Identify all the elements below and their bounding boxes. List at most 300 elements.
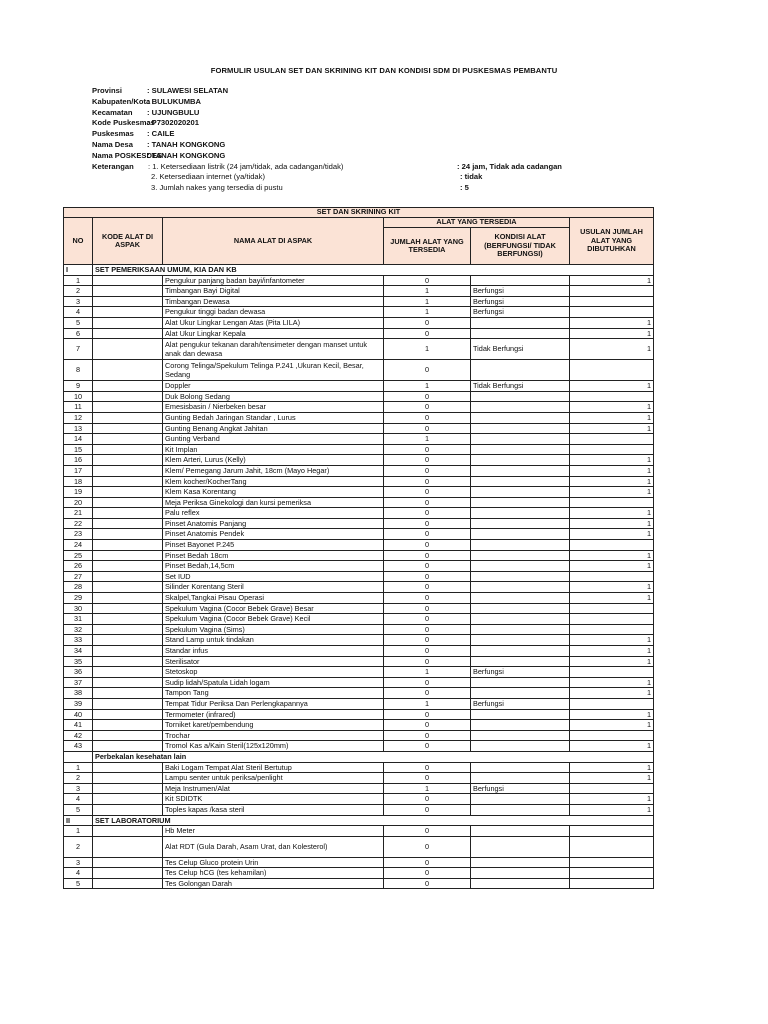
cell-kondisi: [471, 646, 570, 657]
cell-no: 31: [64, 614, 93, 625]
header-label: Nama Desa: [92, 139, 133, 149]
cell-kondisi: [471, 794, 570, 805]
cell-jumlah: 1: [384, 286, 471, 297]
table-row: [64, 465, 654, 476]
header-row: [92, 118, 732, 129]
cell-no: 38: [64, 688, 93, 699]
cell-kondisi: [471, 497, 570, 508]
cell-nama-alat: Alat Ukur Lingkar Kepala: [163, 328, 384, 339]
table-row: [64, 339, 654, 360]
cell-usulan: [570, 296, 654, 307]
cell-nama-alat: Gunting Bedah Jaringan Standar , Lurus: [163, 412, 384, 423]
cell-kode: [93, 508, 163, 519]
cell-jumlah: 0: [384, 275, 471, 286]
cell-usulan: [570, 614, 654, 625]
cell-kondisi: Berfungsi: [471, 667, 570, 678]
cell-nama-alat: Set IUD: [163, 571, 384, 582]
header-kondisi: KONDISI ALAT (BERFUNGSI/ TIDAK BERFUNGSI): [471, 228, 570, 265]
cell-no: 5: [64, 878, 93, 889]
section-title: Perbekalan kesehatan lain: [93, 751, 654, 762]
table-row: [64, 741, 654, 752]
cell-jumlah: 0: [384, 497, 471, 508]
cell-usulan: 1: [570, 529, 654, 540]
cell-usulan: [570, 857, 654, 868]
cell-usulan: 1: [570, 339, 654, 360]
cell-usulan: [570, 540, 654, 551]
cell-nama-alat: Kit SDIDTK: [163, 794, 384, 805]
cell-kondisi: [471, 465, 570, 476]
cell-usulan: 1: [570, 794, 654, 805]
cell-kode: [93, 296, 163, 307]
cell-jumlah: 0: [384, 826, 471, 837]
cell-jumlah: 0: [384, 476, 471, 487]
cell-no: 24: [64, 540, 93, 551]
cell-nama-alat: Hb Meter: [163, 826, 384, 837]
cell-jumlah: 0: [384, 878, 471, 889]
cell-usulan: 1: [570, 773, 654, 784]
cell-nama-alat: Stand Lamp untuk tindakan: [163, 635, 384, 646]
table-row: [64, 391, 654, 402]
cell-no: 13: [64, 423, 93, 434]
cell-kode: [93, 878, 163, 889]
table-row: [64, 381, 654, 392]
cell-jumlah: 0: [384, 465, 471, 476]
cell-jumlah: 0: [384, 529, 471, 540]
cell-no: 3: [64, 783, 93, 794]
cell-nama-alat: Pinset Bedah 18cm: [163, 550, 384, 561]
table-row: [64, 487, 654, 498]
cell-nama-alat: Lampu senter untuk periksa/penlight: [163, 773, 384, 784]
section-row: [64, 751, 654, 762]
table-row: [64, 412, 654, 423]
header-value: : TANAH KONGKONG: [147, 139, 226, 149]
cell-nama-alat: Palu reflex: [163, 508, 384, 519]
header-nama: NAMA ALAT DI ASPAK: [163, 218, 384, 265]
cell-jumlah: 0: [384, 571, 471, 582]
cell-kondisi: [471, 476, 570, 487]
cell-jumlah: 0: [384, 656, 471, 667]
keterangan-row: [92, 172, 732, 183]
table-row: [64, 286, 654, 297]
cell-no: 2: [64, 286, 93, 297]
keterangan-value: : 24 jam, Tidak ada cadangan: [457, 161, 562, 171]
section-title: SET PEMERIKSAAN UMUM, KIA DAN KB: [93, 265, 654, 276]
header-label: Kode Puskesmas: [92, 118, 155, 128]
cell-kondisi: [471, 762, 570, 773]
cell-kode: [93, 571, 163, 582]
cell-no: 28: [64, 582, 93, 593]
cell-nama-alat: Kit Implan: [163, 444, 384, 455]
cell-kode: [93, 465, 163, 476]
cell-kode: [93, 455, 163, 466]
cell-no: 21: [64, 508, 93, 519]
keterangan-value: : 5: [460, 183, 469, 193]
cell-nama-alat: Tes Celup hCG (tes kehamilan): [163, 868, 384, 879]
cell-usulan: [570, 497, 654, 508]
table-row: [64, 698, 654, 709]
cell-usulan: [570, 434, 654, 445]
cell-kode: [93, 339, 163, 360]
cell-jumlah: 0: [384, 328, 471, 339]
cell-kode: [93, 635, 163, 646]
cell-kondisi: [471, 635, 570, 646]
cell-no: 20: [64, 497, 93, 508]
cell-nama-alat: Pengukur panjang badan bayi/infantometer: [163, 275, 384, 286]
cell-kondisi: [471, 688, 570, 699]
cell-kondisi: [471, 826, 570, 837]
cell-jumlah: 0: [384, 709, 471, 720]
cell-kondisi: [471, 656, 570, 667]
cell-jumlah: 1: [384, 339, 471, 360]
cell-jumlah: 0: [384, 635, 471, 646]
cell-kondisi: [471, 571, 570, 582]
cell-kondisi: Berfungsi: [471, 698, 570, 709]
cell-no: 5: [64, 804, 93, 815]
cell-kode: [93, 868, 163, 879]
cell-usulan: 1: [570, 804, 654, 815]
cell-usulan: [570, 836, 654, 857]
cell-kode: [93, 529, 163, 540]
table-row: [64, 571, 654, 582]
cell-kondisi: [471, 550, 570, 561]
cell-usulan: [570, 444, 654, 455]
cell-no: 15: [64, 444, 93, 455]
table-row: [64, 836, 654, 857]
cell-usulan: 1: [570, 412, 654, 423]
cell-jumlah: 0: [384, 857, 471, 868]
cell-nama-alat: Doppler: [163, 381, 384, 392]
table-row: [64, 497, 654, 508]
cell-kode: [93, 804, 163, 815]
cell-usulan: [570, 878, 654, 889]
cell-usulan: [570, 698, 654, 709]
table-row: [64, 804, 654, 815]
cell-jumlah: 1: [384, 296, 471, 307]
cell-no: 12: [64, 412, 93, 423]
cell-kondisi: [471, 593, 570, 604]
table-row: [64, 878, 654, 889]
cell-jumlah: 0: [384, 836, 471, 857]
cell-nama-alat: Tampon Tang: [163, 688, 384, 699]
cell-jumlah: 0: [384, 741, 471, 752]
cell-jumlah: 0: [384, 412, 471, 423]
cell-usulan: [570, 868, 654, 879]
table-row: [64, 307, 654, 318]
cell-usulan: 1: [570, 455, 654, 466]
cell-nama-alat: Standar infus: [163, 646, 384, 657]
table-row: [64, 656, 654, 667]
cell-kode: [93, 307, 163, 318]
cell-kondisi: Tidak Berfungsi: [471, 381, 570, 392]
cell-no: 1: [64, 762, 93, 773]
cell-usulan: 1: [570, 582, 654, 593]
cell-kondisi: [471, 603, 570, 614]
cell-usulan: 1: [570, 561, 654, 572]
cell-nama-alat: Spekulum Vagina (Cocor Bebek Grave) Kecil: [163, 614, 384, 625]
cell-kondisi: [471, 878, 570, 889]
cell-kode: [93, 783, 163, 794]
cell-kondisi: [471, 540, 570, 551]
header-row: [92, 129, 732, 140]
cell-jumlah: 0: [384, 487, 471, 498]
table-body: [64, 265, 654, 889]
section-title: SET LABORATORIUM: [93, 815, 654, 826]
cell-kondisi: [471, 720, 570, 731]
cell-no: 17: [64, 465, 93, 476]
table-row: [64, 773, 654, 784]
header-kode: KODE ALAT DI ASPAK: [93, 218, 163, 265]
cell-kode: [93, 286, 163, 297]
cell-usulan: 1: [570, 465, 654, 476]
cell-usulan: 1: [570, 720, 654, 731]
cell-kode: [93, 624, 163, 635]
cell-usulan: [570, 730, 654, 741]
cell-nama-alat: Alat pengukur tekanan darah/tensimeter dengan manset untuk anak dan dewasa: [163, 339, 384, 360]
cell-kode: [93, 593, 163, 604]
cell-jumlah: 0: [384, 444, 471, 455]
cell-jumlah: 0: [384, 540, 471, 551]
cell-kondisi: Berfungsi: [471, 296, 570, 307]
cell-jumlah: 0: [384, 518, 471, 529]
cell-usulan: 1: [570, 550, 654, 561]
table-row: [64, 762, 654, 773]
cell-kode: [93, 614, 163, 625]
cell-usulan: 1: [570, 518, 654, 529]
cell-nama-alat: Gunting Verband: [163, 434, 384, 445]
cell-jumlah: 1: [384, 698, 471, 709]
table-row: [64, 646, 654, 657]
table-row: [64, 402, 654, 413]
cell-kondisi: Berfungsi: [471, 286, 570, 297]
header-alat-tersedia: ALAT YANG TERSEDIA: [384, 218, 570, 228]
header-value: : CAILE: [147, 129, 175, 139]
cell-kode: [93, 667, 163, 678]
cell-usulan: 1: [570, 646, 654, 657]
cell-usulan: 1: [570, 741, 654, 752]
cell-kode: [93, 423, 163, 434]
cell-usulan: [570, 624, 654, 635]
cell-usulan: 1: [570, 688, 654, 699]
table-row: [64, 635, 654, 646]
section-number: [64, 751, 93, 762]
cell-nama-alat: Tes Golongan Darah: [163, 878, 384, 889]
header-usulan: USULAN JUMLAH ALAT YANG DIBUTUHKAN: [570, 218, 654, 265]
cell-jumlah: 0: [384, 762, 471, 773]
cell-no: 3: [64, 296, 93, 307]
cell-kode: [93, 381, 163, 392]
cell-kondisi: Tidak Berfungsi: [471, 339, 570, 360]
cell-nama-alat: Pinset Bayonet P.245: [163, 540, 384, 551]
table-row: [64, 275, 654, 286]
section-row: [64, 815, 654, 826]
table-row: [64, 360, 654, 381]
cell-no: 2: [64, 836, 93, 857]
cell-jumlah: 0: [384, 423, 471, 434]
cell-no: 9: [64, 381, 93, 392]
cell-nama-alat: Baki Logam Tempat Alat Steril Bertutup: [163, 762, 384, 773]
cell-usulan: [570, 667, 654, 678]
cell-kondisi: Berfungsi: [471, 783, 570, 794]
cell-no: 41: [64, 720, 93, 731]
header-row: [92, 97, 732, 108]
cell-usulan: 1: [570, 317, 654, 328]
cell-jumlah: 0: [384, 794, 471, 805]
table-row: [64, 868, 654, 879]
table-row: [64, 444, 654, 455]
cell-no: 4: [64, 307, 93, 318]
cell-kode: [93, 561, 163, 572]
table-row: [64, 561, 654, 572]
cell-no: 25: [64, 550, 93, 561]
cell-nama-alat: Emesisbasin / Nierbeken besar: [163, 402, 384, 413]
header-info: [92, 86, 732, 194]
cell-kode: [93, 836, 163, 857]
cell-kode: [93, 275, 163, 286]
table-row: [64, 709, 654, 720]
cell-usulan: 1: [570, 635, 654, 646]
cell-kondisi: [471, 561, 570, 572]
cell-no: 22: [64, 518, 93, 529]
cell-kondisi: [471, 836, 570, 857]
table-row: [64, 624, 654, 635]
header-label: Puskesmas: [92, 129, 134, 139]
cell-kode: [93, 762, 163, 773]
cell-no: 36: [64, 667, 93, 678]
cell-kondisi: [471, 804, 570, 815]
cell-no: 11: [64, 402, 93, 413]
cell-kondisi: [471, 582, 570, 593]
section-number: II: [64, 815, 93, 826]
cell-nama-alat: Tempat Tidur Periksa Dan Perlengkapannya: [163, 698, 384, 709]
cell-no: 16: [64, 455, 93, 466]
table-title: SET DAN SKRINING KIT: [64, 208, 654, 218]
cell-usulan: [570, 603, 654, 614]
keterangan-value: : tidak: [460, 172, 483, 182]
cell-no: 43: [64, 741, 93, 752]
cell-jumlah: 0: [384, 720, 471, 731]
cell-nama-alat: Klem kocher/KocherTang: [163, 476, 384, 487]
cell-jumlah: 0: [384, 561, 471, 572]
cell-usulan: 1: [570, 508, 654, 519]
cell-nama-alat: Tromol Kas a/Kain Steril(125x120mm): [163, 741, 384, 752]
cell-no: 8: [64, 360, 93, 381]
keterangan-text: 3. Jumlah nakes yang tersedia di pustu: [151, 183, 283, 193]
cell-usulan: 1: [570, 487, 654, 498]
cell-nama-alat: Pinset Bedah,14,5cm: [163, 561, 384, 572]
cell-kode: [93, 402, 163, 413]
header-value: : BULUKUMBA: [147, 96, 201, 106]
cell-nama-alat: Trochar: [163, 730, 384, 741]
cell-no: 19: [64, 487, 93, 498]
cell-kode: [93, 677, 163, 688]
cell-kondisi: [471, 624, 570, 635]
table-row: [64, 423, 654, 434]
cell-usulan: [570, 391, 654, 402]
cell-usulan: [570, 360, 654, 381]
cell-kode: [93, 360, 163, 381]
cell-no: 27: [64, 571, 93, 582]
cell-kode: [93, 688, 163, 699]
cell-kondisi: [471, 360, 570, 381]
cell-kode: [93, 412, 163, 423]
equipment-table: [63, 207, 654, 889]
cell-no: 6: [64, 328, 93, 339]
cell-no: 40: [64, 709, 93, 720]
cell-usulan: [570, 571, 654, 582]
cell-kode: [93, 391, 163, 402]
cell-kode: [93, 434, 163, 445]
cell-kondisi: [471, 434, 570, 445]
table-row: [64, 826, 654, 837]
cell-kode: [93, 476, 163, 487]
header-no: NO: [64, 218, 93, 265]
cell-usulan: [570, 307, 654, 318]
header-row: [92, 140, 732, 151]
cell-usulan: [570, 286, 654, 297]
cell-usulan: 1: [570, 328, 654, 339]
cell-kondisi: [471, 391, 570, 402]
keterangan-text: 2. Ketersediaan internet (ya/tidak): [151, 172, 265, 182]
keterangan-label: [92, 172, 147, 183]
cell-usulan: 1: [570, 381, 654, 392]
cell-jumlah: 0: [384, 677, 471, 688]
cell-nama-alat: Timbangan Bayi Digital: [163, 286, 384, 297]
cell-kondisi: [471, 423, 570, 434]
cell-no: 42: [64, 730, 93, 741]
cell-no: 7: [64, 339, 93, 360]
cell-no: 2: [64, 773, 93, 784]
document-title: FORMULIR USULAN SET DAN SKRINING KIT DAN KONDISI SDM DI PUSKESMAS PEMBANTU: [210, 66, 558, 75]
table-row: [64, 455, 654, 466]
cell-kode: [93, 720, 163, 731]
cell-nama-alat: Sudip lidah/Spatula Lidah logam: [163, 677, 384, 688]
cell-jumlah: 1: [384, 783, 471, 794]
cell-jumlah: 0: [384, 730, 471, 741]
table-row: [64, 518, 654, 529]
cell-no: 30: [64, 603, 93, 614]
cell-kondisi: [471, 275, 570, 286]
table-row: [64, 476, 654, 487]
table-row: [64, 550, 654, 561]
cell-no: 23: [64, 529, 93, 540]
cell-usulan: 1: [570, 656, 654, 667]
cell-kode: [93, 518, 163, 529]
cell-no: 26: [64, 561, 93, 572]
cell-jumlah: 1: [384, 381, 471, 392]
cell-nama-alat: Tes Celup Gluco protein Urin: [163, 857, 384, 868]
cell-kode: [93, 698, 163, 709]
cell-kondisi: [471, 868, 570, 879]
header-value: : P7302020201: [147, 118, 199, 128]
table-row: [64, 783, 654, 794]
table-row: [64, 730, 654, 741]
cell-no: 5: [64, 317, 93, 328]
table-row: [64, 614, 654, 625]
cell-usulan: [570, 783, 654, 794]
header-value: : TANAH KONGKONG: [147, 150, 226, 160]
cell-kondisi: [471, 444, 570, 455]
cell-kode: [93, 730, 163, 741]
cell-usulan: [570, 826, 654, 837]
cell-no: 1: [64, 275, 93, 286]
cell-jumlah: 0: [384, 582, 471, 593]
cell-kondisi: [471, 529, 570, 540]
cell-kondisi: [471, 741, 570, 752]
header-label: Kecamatan: [92, 107, 133, 117]
header-row: [92, 108, 732, 119]
table-row: [64, 667, 654, 678]
table-row: [64, 529, 654, 540]
